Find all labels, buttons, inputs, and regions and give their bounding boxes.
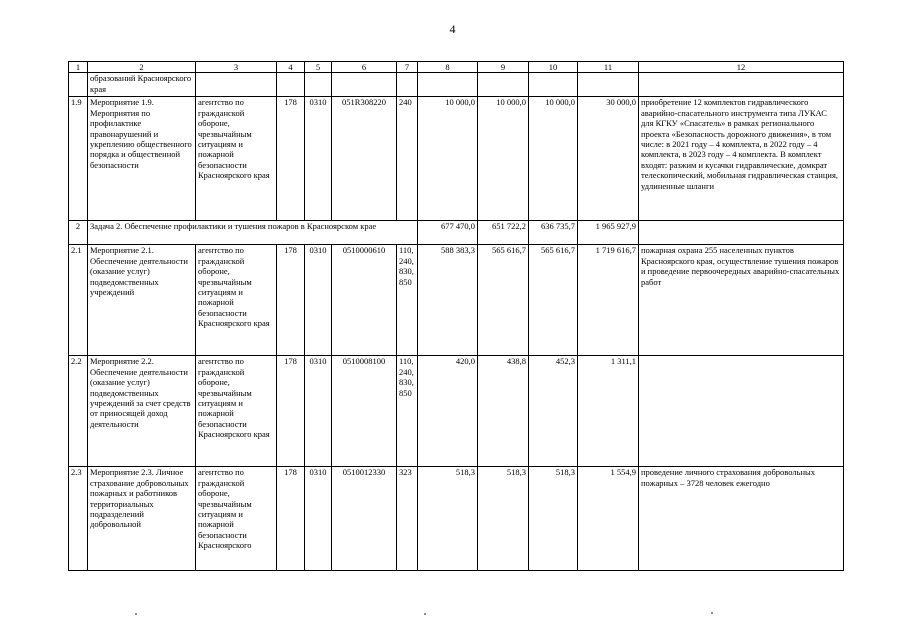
cell-grbs: 178 bbox=[277, 467, 305, 571]
header-row bbox=[69, 62, 844, 73]
cell-rzpr: 0310 bbox=[305, 245, 332, 356]
cell-vr: 110, 240, 830, 850 bbox=[397, 245, 418, 356]
cell-csr: 0510012330 bbox=[332, 467, 397, 571]
col-header: 6 bbox=[332, 62, 397, 73]
cell-year1: 677 470,0 bbox=[418, 221, 478, 245]
cell-year3: 636 735,7 bbox=[529, 221, 578, 245]
task-title: Задача 2. Обеспечение профилактики и тушения пожаров в Красноярском крае bbox=[88, 221, 418, 245]
cell-year1: 420,0 bbox=[418, 356, 478, 467]
cell-total: 1 965 927,9 bbox=[578, 221, 639, 245]
cell-agency: агентство по гражданской обороне, чрезвычайным ситуациям и пожарной безопасности Красноярского края bbox=[196, 245, 277, 356]
cell-year2: 651 722,2 bbox=[478, 221, 529, 245]
cell-grbs: 178 bbox=[277, 356, 305, 467]
scan-speck bbox=[711, 612, 713, 614]
cell-csr: 051R308220 bbox=[332, 97, 397, 221]
cell-year3: 565 616,7 bbox=[529, 245, 578, 356]
cell-csr: 0510000610 bbox=[332, 245, 397, 356]
cell-year2: 438,8 bbox=[478, 356, 529, 467]
col-header: 4 bbox=[277, 62, 305, 73]
page-number: 4 bbox=[449, 22, 456, 36]
cell-year3: 10 000,0 bbox=[529, 97, 578, 221]
cell-year2: 10 000,0 bbox=[478, 97, 529, 221]
cell-year3: 518,3 bbox=[529, 467, 578, 571]
cell-vr: 110, 240, 830, 850 bbox=[397, 356, 418, 467]
col-header: 12 bbox=[639, 62, 844, 73]
cell-grbs: 178 bbox=[277, 97, 305, 221]
table-row bbox=[69, 467, 844, 571]
cell-vr: 240 bbox=[397, 97, 418, 221]
cell-num: 1.9 bbox=[69, 97, 88, 221]
cell-name: Мероприятие 2.1. Обеспечение деятельности (оказание услуг) подведомственных учреждений bbox=[88, 245, 196, 356]
cell-year1: 518,3 bbox=[418, 467, 478, 571]
cell-csr: 0510008100 bbox=[332, 356, 397, 467]
cell-agency: агентство по гражданской обороне, чрезвычайным ситуациям и пожарной безопасности Красноярского bbox=[196, 467, 277, 571]
cell-result: пожарная охрана 255 населенных пунктов Красноярского края, осуществление тушения пожаров и проведение первоочередных аварийно-спасательных работ bbox=[639, 245, 844, 356]
table-row bbox=[69, 245, 844, 356]
cell-year1: 588 383,3 bbox=[418, 245, 478, 356]
cell-num: 2.1 bbox=[69, 245, 88, 356]
cell-total: 1 554,9 bbox=[578, 467, 639, 571]
cell-agency: агентство по гражданской обороне, чрезвычайным ситуациям и пожарной безопасности Красноярского края bbox=[196, 97, 277, 221]
col-header: 2 bbox=[88, 62, 196, 73]
cell-rzpr: 0310 bbox=[305, 97, 332, 221]
cell-total: 30 000,0 bbox=[578, 97, 639, 221]
cell-agency: агентство по гражданской обороне, чрезвычайным ситуациям и пожарной безопасности Красноярского края bbox=[196, 356, 277, 467]
cell-result bbox=[639, 356, 844, 467]
program-table bbox=[68, 61, 844, 571]
cell-year1: 10 000,0 bbox=[418, 97, 478, 221]
cell-name: Мероприятие 1.9. Мероприятия по профилактике правонарушений и укреплению общественного порядка и общественной безопасности bbox=[88, 97, 196, 221]
cell-name: образований Красноярского края bbox=[88, 73, 196, 97]
table-row bbox=[69, 97, 844, 221]
col-header: 7 bbox=[397, 62, 418, 73]
cell-total: 1 311,1 bbox=[578, 356, 639, 467]
col-header: 3 bbox=[196, 62, 277, 73]
col-header: 8 bbox=[418, 62, 478, 73]
task-row bbox=[69, 221, 844, 245]
cell-year2: 518,3 bbox=[478, 467, 529, 571]
cell-grbs: 178 bbox=[277, 245, 305, 356]
col-header: 11 bbox=[578, 62, 639, 73]
scan-speck bbox=[424, 613, 426, 615]
cell-num: 2.2 bbox=[69, 356, 88, 467]
col-header: 1 bbox=[69, 62, 88, 73]
cell-year2: 565 616,7 bbox=[478, 245, 529, 356]
cell-result: приобретение 12 комплектов гидравлического аварийно-спасательного инструмента типа ЛУКАС для КГКУ «Спасатель» в рамках регионального проекта «Безопасность дорожного движения», в том числе: в 2021 году – 4 комплекта, в 2022 году – 4 комплекта, в 2023 году – 4 комплекта. В комплект входят: разжим и кусачки гидравлические, домкрат телескопический, мобильная гидравлическая станция, удлиненные шланги bbox=[639, 97, 844, 221]
scan-speck bbox=[135, 613, 137, 615]
cell-total: 1 719 616,7 bbox=[578, 245, 639, 356]
cell-rzpr: 0310 bbox=[305, 356, 332, 467]
col-header: 10 bbox=[529, 62, 578, 73]
continuation-row bbox=[69, 73, 844, 97]
cell-vr: 323 bbox=[397, 467, 418, 571]
table-row bbox=[69, 356, 844, 467]
col-header: 9 bbox=[478, 62, 529, 73]
cell-rzpr: 0310 bbox=[305, 467, 332, 571]
cell-result: проведение личного страхования добровольных пожарных – 3728 человек ежегодно bbox=[639, 467, 844, 571]
cell-num: 2.3 bbox=[69, 467, 88, 571]
cell-name: Мероприятие 2.3. Личное страхование добровольных пожарных и работников территориальных подразделений добровольной bbox=[88, 467, 196, 571]
cell-num: 2 bbox=[69, 221, 88, 245]
cell-name: Мероприятие 2.2. Обеспечение деятельности (оказание услуг) подведомственных учреждений за счет средств от приносящей доход деятельности bbox=[88, 356, 196, 467]
col-header: 5 bbox=[305, 62, 332, 73]
cell-year3: 452,3 bbox=[529, 356, 578, 467]
